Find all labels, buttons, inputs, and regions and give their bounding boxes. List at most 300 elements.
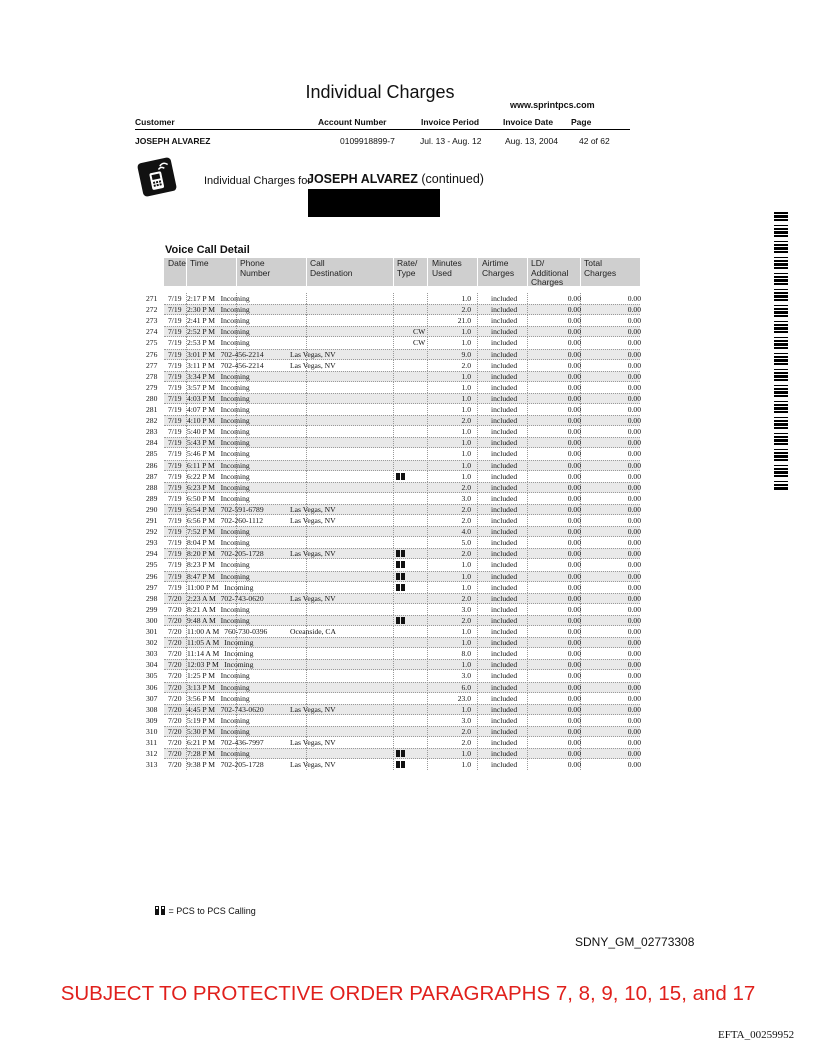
- table-row: [0, 415, 816, 426]
- row-number: 284: [146, 438, 158, 448]
- total-charges: 0.00: [627, 471, 641, 481]
- minutes-used: 2.0: [461, 482, 471, 492]
- airtime-charges: included: [491, 649, 518, 659]
- row-number: 275: [146, 338, 158, 348]
- total-charges: 0.00: [627, 493, 641, 503]
- table-row: [0, 637, 816, 648]
- airtime-charges: included: [491, 615, 518, 625]
- minutes-used: 2.0: [461, 738, 471, 747]
- call-time: 3:56 P M: [187, 693, 215, 703]
- total-charges: 0.00: [627, 571, 641, 581]
- minutes-used: 21.0: [457, 316, 471, 326]
- pcs-to-pcs-icon: [396, 550, 405, 557]
- call-time: 3:11 P M: [187, 360, 215, 370]
- phone-number: Incoming: [220, 671, 250, 681]
- call-date: 7/20: [168, 682, 182, 692]
- call-time: 8:21 A M: [187, 604, 216, 614]
- phone-number: Incoming: [220, 327, 250, 337]
- phone-number: Incoming: [224, 649, 254, 659]
- row-number: 278: [146, 371, 158, 381]
- airtime-charges: included: [491, 660, 518, 670]
- call-time: 6:54 P M: [187, 504, 215, 514]
- call-time: 5:46 P M: [187, 449, 215, 459]
- total-charges: 0.00: [627, 316, 641, 326]
- phone-number: Incoming: [220, 560, 250, 570]
- phone-number: Incoming: [220, 305, 250, 315]
- row-number: 277: [146, 360, 158, 370]
- row-number: 307: [146, 693, 158, 703]
- phone-number: Incoming: [220, 493, 250, 503]
- airtime-charges: included: [491, 760, 518, 770]
- airtime-charges: included: [491, 749, 518, 759]
- call-date: 7/19: [168, 493, 182, 503]
- total-charges: 0.00: [627, 427, 641, 437]
- airtime-charges: included: [491, 482, 518, 492]
- minutes-used: 1.0: [461, 438, 471, 448]
- minutes-used: 3.0: [461, 715, 471, 725]
- phone-number: Incoming: [220, 316, 250, 326]
- call-destination: Las Vegas, NV: [290, 360, 336, 370]
- phone-number: 702-260-1112: [220, 516, 264, 525]
- ld-charges: 0.00: [567, 427, 581, 437]
- ld-charges: 0.00: [567, 416, 581, 426]
- minutes-used: 1.0: [461, 371, 471, 381]
- phone-number: Incoming: [220, 527, 250, 537]
- minutes-used: 6.0: [461, 682, 471, 692]
- airtime-charges: included: [491, 726, 518, 736]
- row-number: 313: [146, 760, 158, 770]
- ld-charges: 0.00: [567, 371, 581, 381]
- total-charges: 0.00: [627, 660, 641, 670]
- phone-number: Incoming: [220, 538, 250, 548]
- minutes-used: 4.0: [461, 527, 471, 537]
- total-charges: 0.00: [627, 604, 641, 614]
- table-row: [0, 559, 816, 570]
- minutes-used: 1.0: [461, 427, 471, 437]
- section-title: Voice Call Detail: [165, 244, 250, 256]
- call-date: 7/19: [168, 338, 182, 348]
- phone-number: 760-730-0396: [224, 627, 268, 636]
- header-divider: [135, 129, 630, 130]
- call-date: 7/20: [168, 604, 182, 614]
- ld-charges: 0.00: [567, 449, 581, 459]
- legend: [155, 906, 256, 916]
- ld-charges: 0.00: [567, 760, 581, 770]
- row-number: 288: [146, 482, 158, 492]
- minutes-used: 1.0: [461, 471, 471, 481]
- call-time: 5:43 P M: [187, 438, 215, 448]
- call-date: 7/20: [168, 671, 182, 681]
- legend-text: = PCS to PCS Calling: [168, 906, 256, 916]
- ld-charges: 0.00: [567, 715, 581, 725]
- call-time: 3:34 P M: [187, 371, 215, 381]
- airtime-charges: included: [491, 638, 518, 648]
- phone-number: Incoming: [220, 615, 250, 625]
- call-time: 9:48 A M: [187, 615, 216, 625]
- individual-name: [307, 172, 484, 186]
- row-number: 304: [146, 660, 158, 670]
- airtime-charges: included: [491, 327, 518, 337]
- total-charges: 0.00: [627, 649, 641, 659]
- website-url[interactable]: www.sprintpcs.com: [510, 100, 595, 110]
- minutes-used: 1.0: [461, 627, 471, 636]
- phone-number: Incoming: [220, 294, 250, 303]
- phone-number: Incoming: [224, 638, 254, 648]
- ld-charges: 0.00: [567, 516, 581, 525]
- call-destination: Las Vegas, NV: [290, 549, 336, 559]
- minutes-used: 1.0: [461, 327, 471, 337]
- total-charges: 0.00: [627, 416, 641, 426]
- call-time: 6:23 P M: [187, 482, 215, 492]
- row-number: 287: [146, 471, 158, 481]
- call-date: 7/19: [168, 371, 182, 381]
- row-number: 309: [146, 715, 158, 725]
- table-row: [0, 537, 816, 548]
- total-charges: 0.00: [627, 393, 641, 403]
- airtime-charges: included: [491, 715, 518, 725]
- call-destination: Las Vegas, NV: [290, 349, 336, 359]
- row-number: 273: [146, 316, 158, 326]
- row-number: 276: [146, 349, 158, 359]
- table-row: [0, 337, 816, 348]
- airtime-charges: included: [491, 593, 518, 603]
- call-date: 7/19: [168, 360, 182, 370]
- call-date: 7/20: [168, 627, 182, 636]
- call-time: 2:53 P M: [187, 338, 215, 348]
- row-number: 282: [146, 416, 158, 426]
- call-destination: Las Vegas, NV: [290, 704, 336, 714]
- pcs-to-pcs-icon: [396, 561, 405, 568]
- phone-number: Incoming: [224, 660, 254, 670]
- ld-charges: 0.00: [567, 615, 581, 625]
- ld-charges: 0.00: [567, 504, 581, 514]
- ld-charges: 0.00: [567, 316, 581, 326]
- table-row: [0, 360, 816, 371]
- row-number: 302: [146, 638, 158, 648]
- total-charges: 0.00: [627, 682, 641, 692]
- table-row: [0, 659, 816, 670]
- table-row: [0, 293, 816, 304]
- table-row: [0, 648, 816, 659]
- minutes-used: 1.0: [461, 460, 471, 470]
- call-time: 11:05 A M: [187, 638, 220, 648]
- total-charges: 0.00: [627, 538, 641, 548]
- continued-text: (continued): [421, 172, 484, 186]
- airtime-charges: included: [491, 738, 518, 747]
- ld-charges: 0.00: [567, 627, 581, 636]
- invoice-period-label: Invoice Period: [421, 117, 480, 127]
- pcs-to-pcs-icon: [396, 750, 405, 757]
- airtime-charges: included: [491, 405, 518, 414]
- row-number: 296: [146, 571, 158, 581]
- row-number: 308: [146, 704, 158, 714]
- wireless-phone-icon: [137, 157, 177, 197]
- minutes-used: 1.0: [461, 704, 471, 714]
- table-row: [0, 726, 816, 737]
- ld-charges: 0.00: [567, 649, 581, 659]
- call-time: 12:03 P M: [187, 660, 219, 670]
- airtime-charges: included: [491, 671, 518, 681]
- call-time: 6:21 P M: [187, 738, 215, 747]
- ld-charges: 0.00: [567, 294, 581, 303]
- call-date: 7/20: [168, 715, 182, 725]
- row-number: 300: [146, 615, 158, 625]
- ld-charges: 0.00: [567, 349, 581, 359]
- total-charges: 0.00: [627, 338, 641, 348]
- table-row: [0, 759, 816, 770]
- row-number: 279: [146, 382, 158, 392]
- col-date: Date: [168, 258, 186, 268]
- call-time: 8:04 P M: [187, 538, 215, 548]
- airtime-charges: included: [491, 449, 518, 459]
- row-number: 297: [146, 582, 158, 592]
- call-date: 7/19: [168, 294, 182, 303]
- ld-charges: 0.00: [567, 582, 581, 592]
- table-row: [0, 460, 816, 471]
- ld-charges: 0.00: [567, 738, 581, 747]
- call-date: 7/19: [168, 504, 182, 514]
- call-date: 7/20: [168, 593, 182, 603]
- minutes-used: 3.0: [461, 671, 471, 681]
- call-time: 5:19 P M: [187, 715, 215, 725]
- pcs-to-pcs-icon: [155, 906, 166, 915]
- call-date: 7/19: [168, 427, 182, 437]
- ld-charges: 0.00: [567, 527, 581, 537]
- minutes-used: 1.0: [461, 582, 471, 592]
- total-charges: 0.00: [627, 482, 641, 492]
- airtime-charges: included: [491, 427, 518, 437]
- call-time: 7:52 P M: [187, 527, 215, 537]
- minutes-used: 2.0: [461, 504, 471, 514]
- minutes-used: 3.0: [461, 604, 471, 614]
- row-number: 291: [146, 516, 158, 525]
- row-number: 289: [146, 493, 158, 503]
- total-charges: 0.00: [627, 715, 641, 725]
- phone-number: Incoming: [220, 682, 250, 692]
- table-row: [0, 704, 816, 715]
- row-number: 281: [146, 405, 158, 414]
- ld-charges: 0.00: [567, 327, 581, 337]
- row-number: 283: [146, 427, 158, 437]
- total-charges: 0.00: [627, 638, 641, 648]
- minutes-used: 2.0: [461, 549, 471, 559]
- minutes-used: 2.0: [461, 416, 471, 426]
- call-date: 7/19: [168, 416, 182, 426]
- call-time: 6:22 P M: [187, 471, 215, 481]
- phone-number: Incoming: [220, 438, 250, 448]
- pcs-to-pcs-icon: [396, 617, 405, 624]
- airtime-charges: included: [491, 604, 518, 614]
- call-date: 7/19: [168, 560, 182, 570]
- row-number: 299: [146, 604, 158, 614]
- call-time: 3:01 P M: [187, 349, 215, 359]
- phone-number: Incoming: [220, 471, 250, 481]
- call-date: 7/20: [168, 749, 182, 759]
- row-number: 272: [146, 305, 158, 315]
- airtime-charges: included: [491, 493, 518, 503]
- table-row: [0, 670, 816, 681]
- table-row: [0, 349, 816, 360]
- call-time: 9:38 P M: [187, 760, 215, 770]
- ld-charges: 0.00: [567, 749, 581, 759]
- minutes-used: 1.0: [461, 760, 471, 770]
- call-date: 7/20: [168, 693, 182, 703]
- invoice-date-label: Invoice Date: [503, 117, 554, 127]
- total-charges: 0.00: [627, 516, 641, 525]
- rate-type: CW: [413, 338, 426, 348]
- airtime-charges: included: [491, 360, 518, 370]
- call-date: 7/19: [168, 449, 182, 459]
- row-number: 305: [146, 671, 158, 681]
- phone-number: Incoming: [220, 416, 250, 426]
- airtime-charges: included: [491, 693, 518, 703]
- row-number: 306: [146, 682, 158, 692]
- total-charges: 0.00: [627, 560, 641, 570]
- phone-number: 702-456-2214: [220, 349, 264, 359]
- ld-charges: 0.00: [567, 571, 581, 581]
- airtime-charges: included: [491, 438, 518, 448]
- row-number: 292: [146, 527, 158, 537]
- minutes-used: 1.0: [461, 571, 471, 581]
- call-date: 7/20: [168, 638, 182, 648]
- row-number: 290: [146, 504, 158, 514]
- phone-number: Incoming: [220, 460, 250, 470]
- call-time: 6:50 P M: [187, 493, 215, 503]
- minutes-used: 1.0: [461, 338, 471, 348]
- minutes-used: 2.0: [461, 360, 471, 370]
- table-row: [0, 526, 816, 537]
- col-rate-type: Rate/ Type: [397, 258, 418, 278]
- minutes-used: 1.0: [461, 560, 471, 570]
- call-time: 3:13 P M: [187, 682, 215, 692]
- minutes-used: 1.0: [461, 393, 471, 403]
- call-date: 7/19: [168, 460, 182, 470]
- row-number: 286: [146, 460, 158, 470]
- call-date: 7/20: [168, 704, 182, 714]
- phone-number: Incoming: [220, 749, 250, 759]
- table-row: [0, 471, 816, 482]
- total-charges: 0.00: [627, 327, 641, 337]
- phone-number: Incoming: [220, 726, 250, 736]
- phone-number: Incoming: [220, 371, 250, 381]
- phone-number: Incoming: [220, 482, 250, 492]
- total-charges: 0.00: [627, 460, 641, 470]
- row-number: 301: [146, 627, 158, 636]
- call-time: 2:30 P M: [187, 305, 215, 315]
- ld-charges: 0.00: [567, 660, 581, 670]
- table-row: [0, 315, 816, 326]
- table-row: [0, 482, 816, 493]
- table-row: [0, 548, 816, 559]
- call-time: 11:00 P M: [187, 582, 219, 592]
- airtime-charges: included: [491, 371, 518, 381]
- call-date: 7/19: [168, 327, 182, 337]
- call-time: 2:41 P M: [187, 316, 215, 326]
- phone-number: 702-205-1728: [220, 760, 264, 770]
- phone-number: 702-743-0620: [220, 593, 264, 603]
- total-charges: 0.00: [627, 382, 641, 392]
- col-airtime-charges: Airtime Charges: [482, 258, 515, 278]
- phone-number: Incoming: [224, 582, 254, 592]
- ld-charges: 0.00: [567, 338, 581, 348]
- total-charges: 0.00: [627, 349, 641, 359]
- call-date: 7/19: [168, 316, 182, 326]
- airtime-charges: included: [491, 527, 518, 537]
- ld-charges: 0.00: [567, 726, 581, 736]
- call-destination: Las Vegas, NV: [290, 760, 336, 770]
- ld-charges: 0.00: [567, 638, 581, 648]
- total-charges: 0.00: [627, 582, 641, 592]
- table-row: [0, 515, 816, 526]
- total-charges: 0.00: [627, 749, 641, 759]
- airtime-charges: included: [491, 471, 518, 481]
- pcs-to-pcs-icon: [396, 584, 405, 591]
- table-header: [164, 258, 640, 286]
- page-number: 42 of 62: [579, 136, 610, 146]
- total-charges: 0.00: [627, 405, 641, 414]
- page-label: Page: [571, 117, 592, 127]
- call-date: 7/19: [168, 549, 182, 559]
- ld-charges: 0.00: [567, 604, 581, 614]
- total-charges: 0.00: [627, 549, 641, 559]
- airtime-charges: included: [491, 416, 518, 426]
- table-row: [0, 715, 816, 726]
- row-number: 298: [146, 593, 158, 603]
- total-charges: 0.00: [627, 704, 641, 714]
- call-date: 7/19: [168, 482, 182, 492]
- airtime-charges: included: [491, 349, 518, 359]
- ld-charges: 0.00: [567, 305, 581, 315]
- table-row: [0, 682, 816, 693]
- table-row: [0, 371, 816, 382]
- call-time: 5:40 P M: [187, 427, 215, 437]
- rate-type: CW: [413, 327, 426, 337]
- table-row: [0, 604, 816, 615]
- call-date: 7/20: [168, 649, 182, 659]
- row-number: 294: [146, 549, 158, 559]
- minutes-used: 2.0: [461, 305, 471, 315]
- customer-name: JOSEPH ALVAREZ: [135, 136, 211, 146]
- total-charges: 0.00: [627, 360, 641, 370]
- call-time: 4:07 P M: [187, 405, 215, 414]
- ld-charges: 0.00: [567, 593, 581, 603]
- airtime-charges: included: [491, 294, 518, 303]
- call-date: 7/19: [168, 305, 182, 315]
- call-time: 11:00 A M: [187, 627, 220, 636]
- account-number: 0109918899-7: [340, 136, 395, 146]
- row-number: 293: [146, 538, 158, 548]
- call-date: 7/19: [168, 527, 182, 537]
- col-time: Time: [190, 258, 209, 268]
- phone-number: Incoming: [220, 449, 250, 459]
- efta-number: EFTA_00259952: [718, 1029, 795, 1041]
- airtime-charges: included: [491, 338, 518, 348]
- pcs-to-pcs-icon: [396, 573, 405, 580]
- table-row: [0, 615, 816, 626]
- invoice-date: Aug. 13, 2004: [505, 136, 558, 146]
- minutes-used: 3.0: [461, 493, 471, 503]
- minutes-used: 1.0: [461, 449, 471, 459]
- call-time: 11:14 A M: [187, 649, 220, 659]
- call-date: 7/19: [168, 538, 182, 548]
- table-row: [0, 593, 816, 604]
- phone-number: 702-205-1728: [220, 549, 264, 559]
- phone-number: Incoming: [220, 715, 250, 725]
- call-time: 6:11 P M: [187, 460, 215, 470]
- call-date: 7/19: [168, 438, 182, 448]
- call-date: 7/20: [168, 660, 182, 670]
- row-number: 280: [146, 393, 158, 403]
